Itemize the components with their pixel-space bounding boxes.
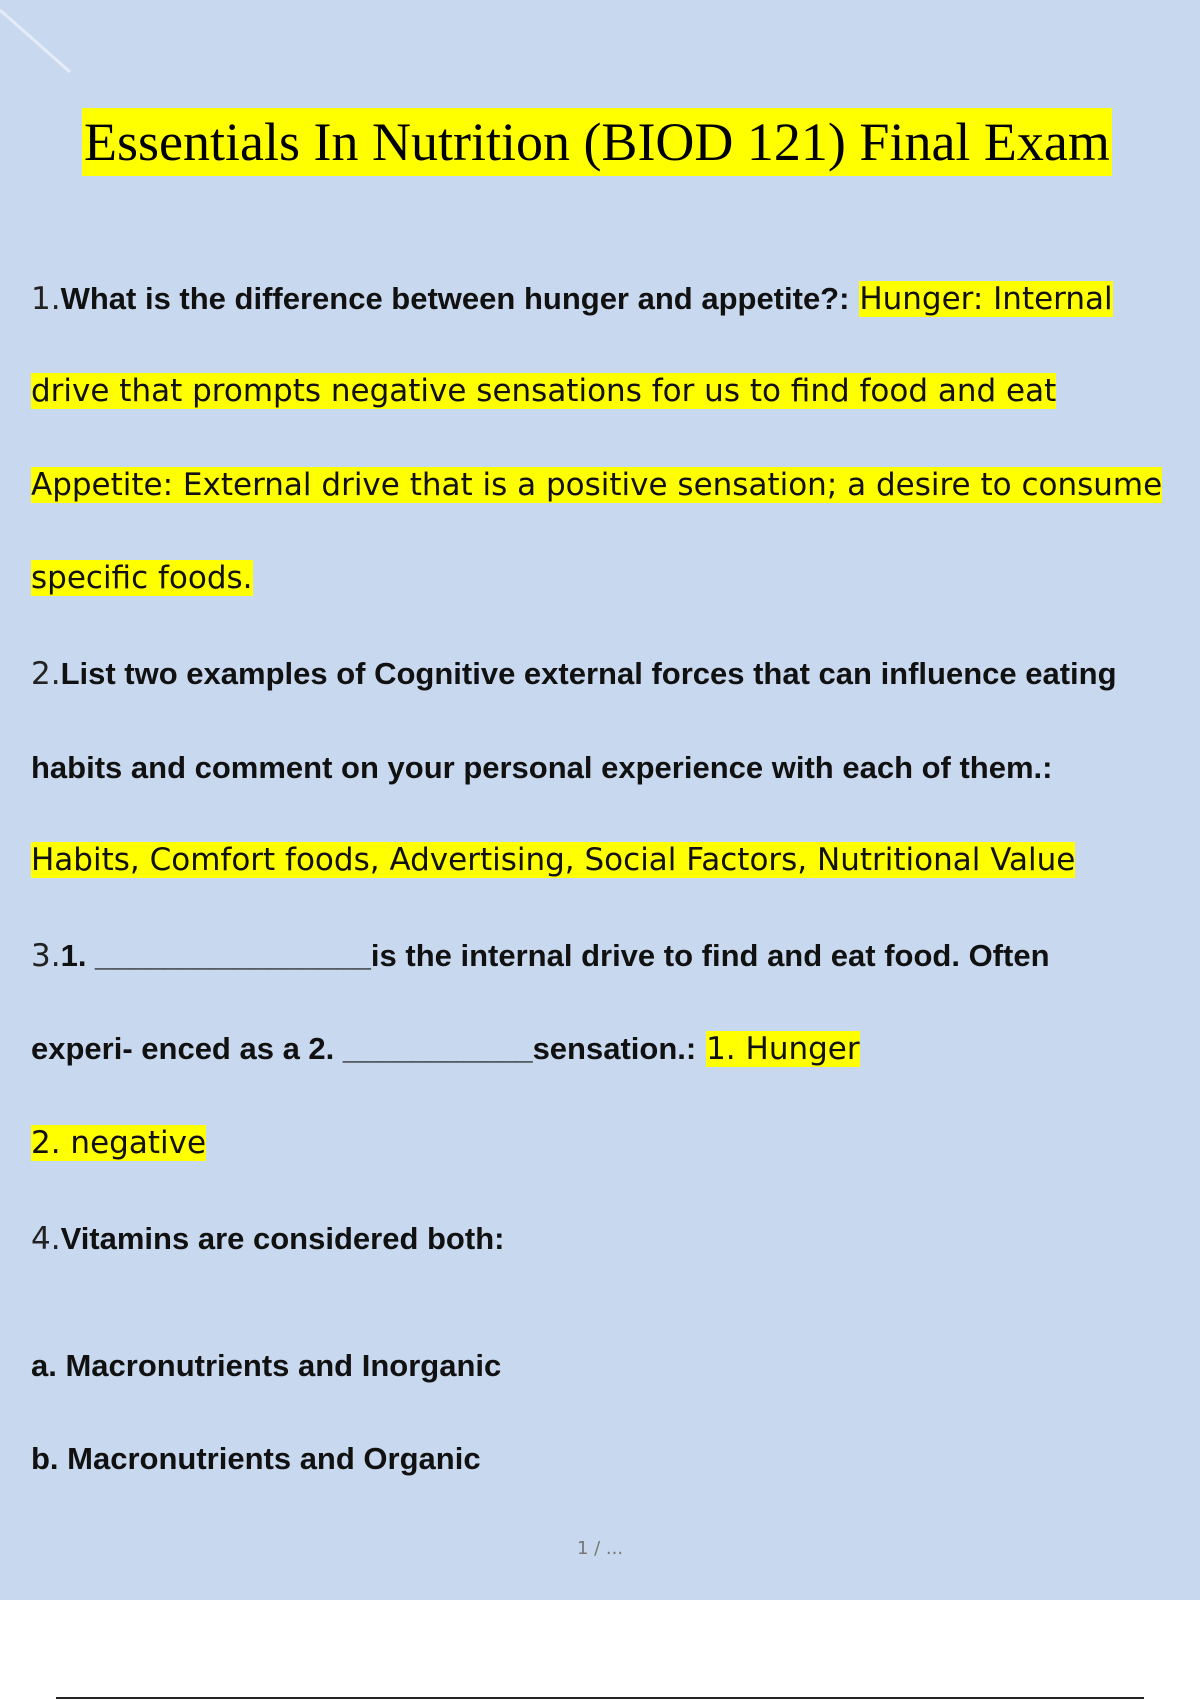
question-3-answer-part-2: 2. negative [31,1125,207,1161]
question-3-text-part-1: 1. [60,938,96,973]
page-number: 1 / ... [576,1538,624,1559]
question-2-text-part-1: List two examples of Cognitive external forces that can influence eating [60,656,1117,691]
question-2-line-1 [31,652,1117,696]
question-1-line-3 [31,463,1162,507]
page-title: Essentials In Nutrition (BIOD 121) Final Exam [82,108,1112,176]
question-1-answer-part-4: specific foods. [31,560,253,596]
question-2-line-3 [31,838,1075,882]
question-3-blank-1: ________________ [95,938,371,973]
question-1-text: What is the difference between hunger and appetite?: [60,281,850,316]
question-3-line-2 [31,1027,860,1071]
question-1-line-1 [31,277,1113,321]
question-4-option-a [31,1344,501,1388]
question-4-line-1 [31,1217,504,1261]
option-a-text: a. Macronutrients and Inorganic [31,1348,502,1383]
question-4-text: Vitamins are considered both: [60,1221,505,1256]
question-3-answer-part-1: 1. Hunger [706,1031,860,1067]
question-1-line-2 [31,369,1056,413]
question-1-number: 1. [31,281,61,317]
question-2-answer: Habits, Comfort foods, Advertising, Social Factors, Nutritional Value [31,842,1076,878]
question-1-line-4 [31,556,253,600]
question-3-number: 3. [31,938,61,974]
question-1-answer-part-1: Hunger: Internal [859,281,1113,317]
question-3-text-part-4: sensation.: [532,1031,697,1066]
question-2-line-2 [31,746,1053,790]
question-1-answer-part-2: drive that prompts negative sensations for us to find food and eat [31,373,1057,409]
question-4-option-b [31,1437,481,1481]
question-3-blank-2: ___________ [342,1031,533,1066]
footer-rule [56,1697,1144,1699]
page-corner-mark [0,0,80,80]
question-4-number: 4. [31,1221,61,1257]
question-3-text-part-2: is the internal drive to find and eat food. Often [370,938,1050,973]
question-2-number: 2. [31,656,61,692]
question-3-text-part-3: experi- enced as a 2. [31,1031,343,1066]
option-b-text: b. Macronutrients and Organic [31,1441,481,1476]
question-3-line-1 [31,934,1050,978]
question-1-answer-part-3: Appetite: External drive that is a positive sensation; a desire to consume [31,467,1163,503]
question-2-text-part-2: habits and comment on your personal experience with each of them.: [31,750,1053,785]
question-3-line-3 [31,1121,206,1165]
